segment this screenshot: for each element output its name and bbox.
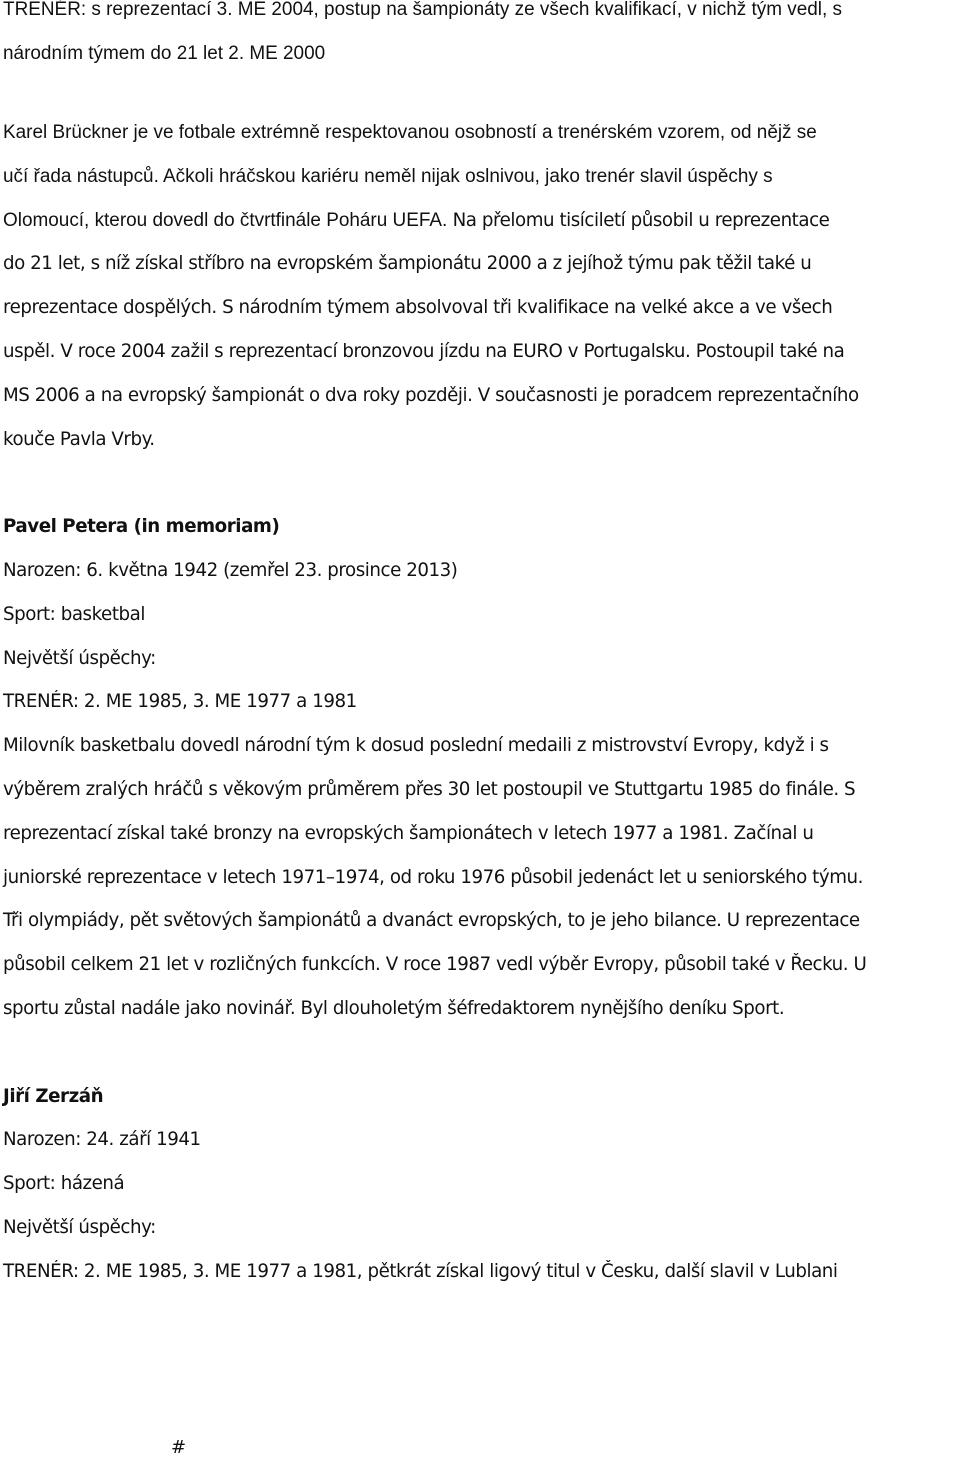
bio-line: Milovník basketbalu dovedl národní tým k dosud poslední medaili z mistrovství Evropy, když i s (3, 735, 829, 757)
person-name: Pavel Petera (in memoriam) (3, 516, 280, 538)
achievements-label: Největší úspěchy: (3, 647, 156, 669)
text-line: reprezentace dospělých. S národním týmem absolvoval tři kvalifikace na velké akce a ve všech (3, 297, 833, 319)
text-segment: Olomoucí, kterou dovedl do čtvrtfinále Poháru UEFA. (3, 209, 448, 231)
bio-line: reprezentací získal také bronzy na evropských šampionátech v letech 1977 a 1981. Začínal u (3, 822, 814, 844)
coach-line: TRENÉR: 2. ME 1985, 3. ME 1977 a 1981 (3, 691, 357, 713)
text-line (3, 199, 955, 243)
person-name: Jiří Zerzáň (3, 1085, 104, 1107)
paragraph-gap (3, 461, 958, 505)
paragraph-gap (3, 74, 958, 111)
text-segment: Na přelomu tisíciletí působil u reprezentace (447, 209, 830, 231)
text-line: uspěl. V roce 2004 zažil s reprezentací bronzovou jízdu na EURO v Portugalsku. Postoupil také na (3, 340, 845, 362)
sport-line: Sport: házená (3, 1173, 125, 1195)
text-line: Karel Brückner je ve fotbale extrémně respektovanou osobností a trenérském vzorem, od nějž se (3, 122, 817, 143)
sport-line: Sport: basketbal (3, 603, 145, 625)
coach-line: TRENÉR: 2. ME 1985, 3. ME 1977 a 1981, pětkrát získal ligový titul v Česku, další slavil v Lublani (3, 1260, 838, 1282)
bio-line: sportu zůstal nadále jako novinář. Byl dlouholetým šéfredaktorem nynějšího deníku Sport. (3, 997, 785, 1019)
zerzan-section (3, 1075, 958, 1294)
bio-line: juniorské reprezentace v letech 1971–1974, od roku 1976 působil jedenáct let u seniorského týmu. (3, 866, 863, 888)
footer-mark: # (171, 1437, 187, 1458)
bio-line: výběrem zralých hráčů s věkovým průměrem přes 30 let postoupil ve Stuttgartu 1985 do finále. S (3, 778, 856, 800)
text-line: učí řada nástupců. Ačkoli hráčskou kariéru neměl nijak oslnivou, jako trenér slavil úspěchy s (3, 165, 773, 187)
paragraph-gap (3, 1031, 958, 1075)
text-line: MS 2006 a na evropský šampionát o dva roky později. V současnosti je poradcem reprezentačního (3, 384, 859, 406)
birth-line: Narozen: 24. září 1941 (3, 1129, 201, 1151)
achievements-label: Největší úspěchy: (3, 1216, 156, 1238)
bio-line: Tři olympiády, pět světových šampionátů a dvanáct evropských, to je jeho bilance. U reprezentace (3, 910, 860, 932)
brueckner-paragraph (3, 111, 958, 461)
text-line: do 21 let, s níž získal stříbro na evropském šampionátu 2000 a z jejíhož týmu pak těžil také u (3, 253, 812, 275)
text-line: TRENÉR: s reprezentací 3. ME 2004, postup na šampionáty ze všech kvalifikací, v nichž tým vedl, s (3, 0, 842, 20)
text-line: kouče Pavla Vrby. (3, 428, 155, 450)
text-line: národním týmem do 21 let 2. ME 2000 (3, 43, 326, 64)
birth-line: Narozen: 6. května 1942 (zemřel 23. prosince 2013) (3, 559, 458, 581)
petera-section (3, 505, 958, 1031)
bio-line: působil celkem 21 let v rozličných funkcích. V roce 1987 vedl výběr Evropy, působil také v Řecku. U (3, 954, 867, 976)
document-page (3, 0, 958, 1294)
